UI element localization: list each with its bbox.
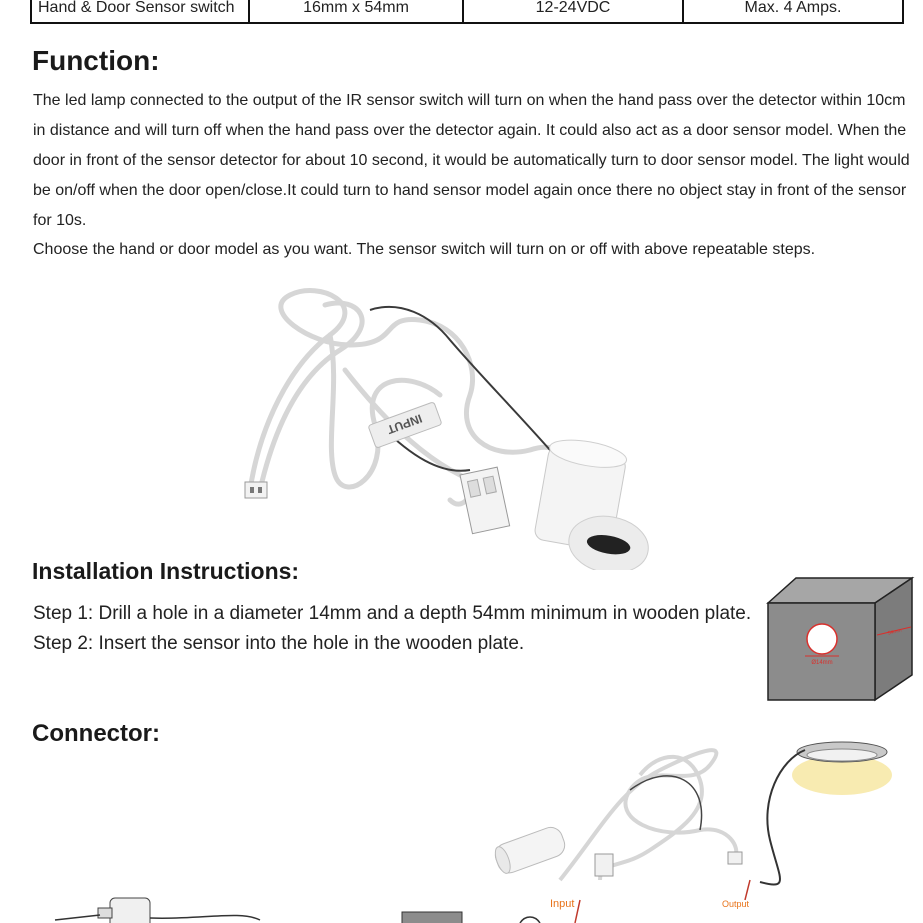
depth-label: 54mm — [887, 627, 903, 637]
spec-current: Max. 4 Amps. — [682, 0, 902, 22]
function-paragraph-2: Choose the hand or door model as you want. The sensor switch will turn on or off with above repeatable steps. — [33, 241, 816, 258]
drilling-diagram — [765, 575, 915, 703]
spec-product-name: Hand & Door Sensor switch — [38, 0, 235, 16]
sensor-body — [530, 435, 665, 570]
function-heading: Function: — [32, 45, 160, 76]
product-photo — [230, 275, 700, 570]
function-paragraph-1: The led lamp connected to the output of the IR sensor switch will turn on when the hand pass over the detector within 10cm in distance and will turn off when the hand pass over the detector again. It could also act as a door sensor model. When the door in front of the sensor detector for about 10 second, it would be automatically turn to door sensor model. The light would be on/off when the door open/close.It could turn to hand sensor model again once there no object stay in front of the sensor for 10s. — [33, 92, 910, 229]
diameter-label: Ø14mm — [811, 660, 833, 666]
spec-size: 16mm x 54mm — [248, 0, 462, 22]
spec-voltage: 12-24VDC — [462, 0, 682, 22]
power-adapter — [55, 898, 260, 923]
junction-box — [402, 912, 462, 923]
input-label: Input — [550, 898, 575, 910]
output-label: Output — [722, 899, 750, 909]
installation-step-2: Step 2: Insert the sensor into the hole in the wooden plate. — [33, 633, 525, 654]
svg-text:INPUT: INPUT — [385, 411, 424, 437]
spec-table-row — [30, 0, 904, 24]
connector-diagram — [0, 730, 923, 923]
connector-heading: Connector: — [32, 720, 160, 747]
connector-sensor — [492, 824, 568, 876]
installation-heading: Installation Instructions: — [32, 558, 300, 584]
installation-step-1: Step 1: Drill a hole in a diameter 14mm and a depth 54mm minimum in wooden plate. — [33, 603, 752, 624]
